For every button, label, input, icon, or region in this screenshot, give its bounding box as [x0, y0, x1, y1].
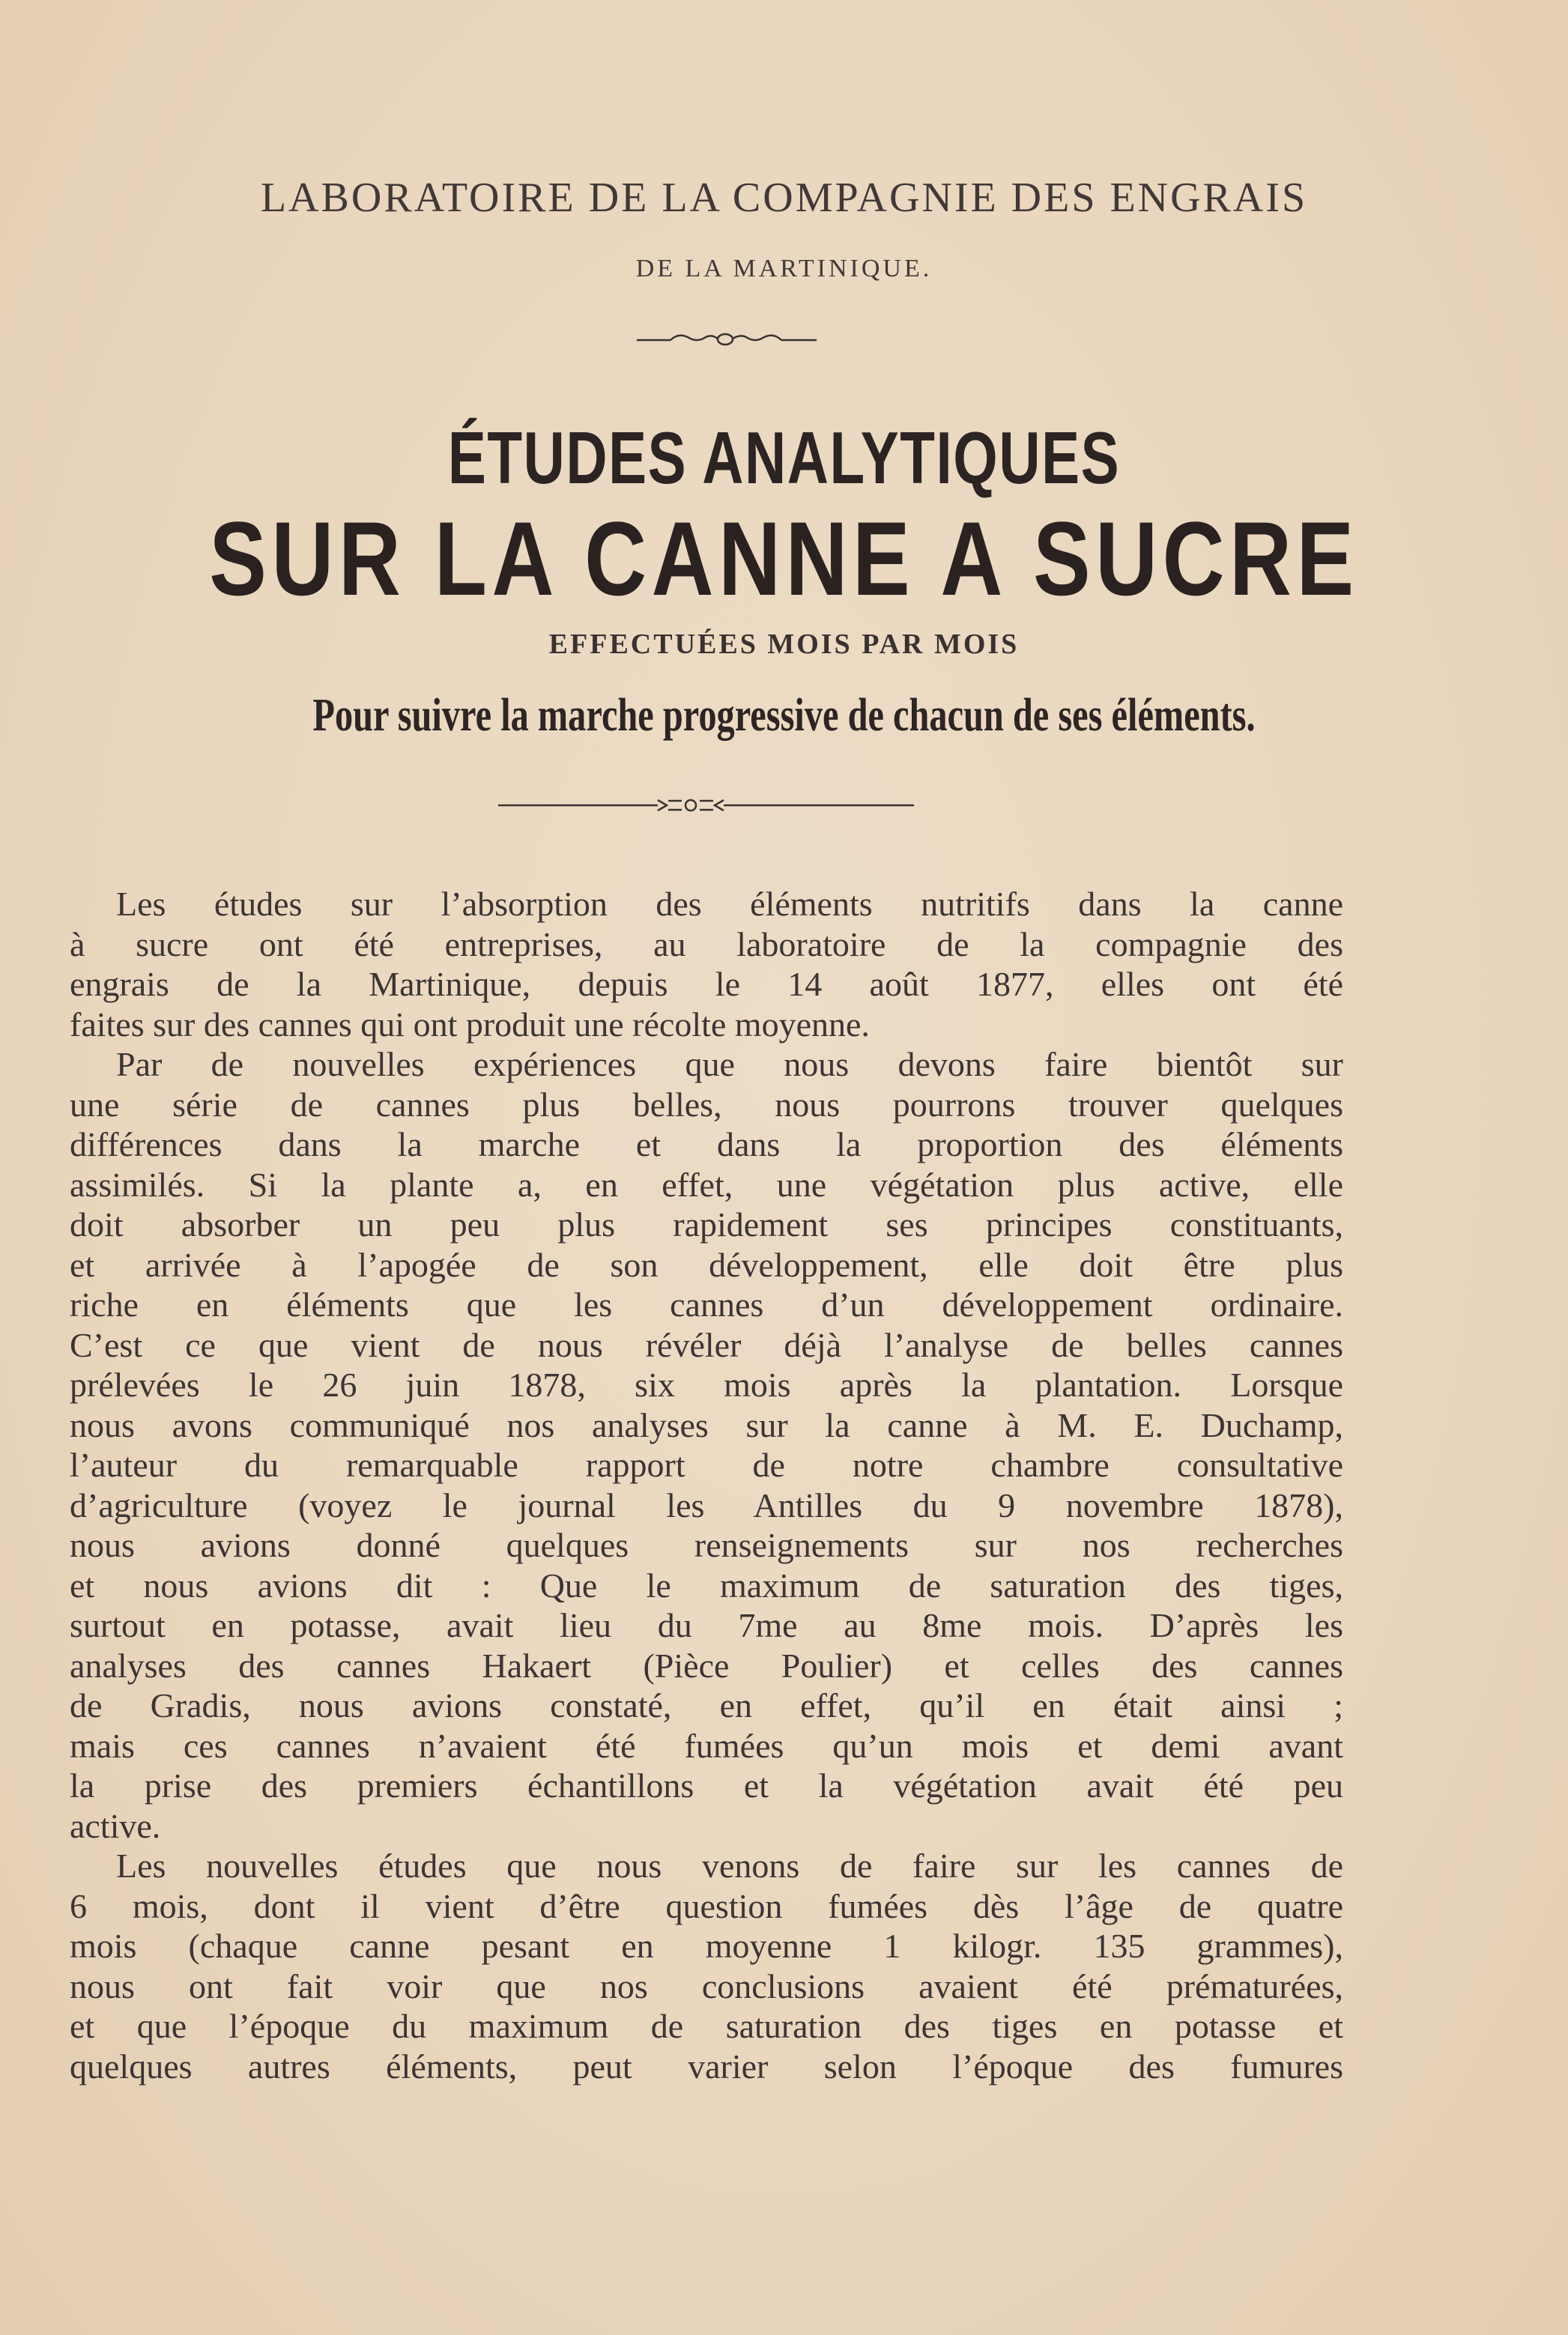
paragraph-2-line: C’est ce que vient de nous révéler déjà l’analyse de belles cannes	[70, 1325, 1343, 1364]
paragraph-2-line: doit absorber un peu plus rapidement ses principes constituants,	[70, 1205, 1343, 1244]
paragraph-2-line: la prise des premiers échantillons et la végétation avait été peu	[70, 1766, 1343, 1805]
paragraph-2-line: de Gradis, nous avions constaté, en effet, qu’il en était ainsi ;	[70, 1686, 1343, 1724]
paragraph-2-line: Par de nouvelles expériences que nous devons faire bientôt sur	[116, 1045, 1343, 1083]
paragraph-2-line: riche en éléments que les cannes d’un développement ordinaire.	[70, 1285, 1343, 1324]
paragraph-3-line: nous ont fait voir que nos conclusions avaient été prématurées,	[70, 1966, 1343, 2005]
paragraph-2-line: surtout en potasse, avait lieu du 7me au 8me mois. D’après les	[70, 1606, 1343, 1644]
tagline: Pour suivre la marche progressive de chacun de ses éléments.	[312, 690, 1256, 741]
paragraph-2-line: prélevées le 26 juin 1878, six mois après la plantation. Lorsque	[70, 1366, 1343, 1404]
title-line-2: SUR LA CANNE A SUCRE	[209, 500, 1359, 617]
paragraph-2-line: et nous avions dit : Que le maximum de saturation des tiges,	[70, 1566, 1343, 1605]
paragraph-2-line: et arrivée à l’apogée de son développement, elle doit être plus	[70, 1245, 1343, 1284]
ornament-divider-top	[0, 328, 1568, 351]
paragraph-2-line: nous avons communiqué nos analyses sur la canne à M. E. Duchamp,	[70, 1405, 1343, 1444]
paragraph-2-line: mais ces cannes n’avaient été fumées qu’un mois et demi avant	[70, 1726, 1343, 1765]
body-text	[70, 884, 1343, 2086]
title-line-1: ÉTUDES ANALYTIQUES	[447, 417, 1121, 499]
paragraph-1-line: à sucre ont été entreprises, au laboratoire de la compagnie des	[70, 924, 1343, 963]
laboratory-heading: LABORATOIRE DE LA COMPAGNIE DES ENGRAIS	[260, 175, 1308, 221]
paragraph-3-line: 6 mois, dont il vient d’être question fumées dès l’âge de quatre	[70, 1886, 1343, 1925]
paragraph-3-line: mois (chaque canne pesant en moyenne 1 kilogr. 135 grammes),	[70, 1927, 1343, 1965]
ornament-divider-bottom	[0, 794, 1568, 817]
subtitle: EFFECTUÉES MOIS PAR MOIS	[548, 629, 1020, 660]
paragraph-2-line: active.	[70, 1806, 161, 1845]
paragraph-1-line: faites sur des cannes qui ont produit une récolte moyenne.	[70, 1005, 870, 1044]
paragraph-3-line: Les nouvelles études que nous venons de faire sur les cannes de	[116, 1847, 1343, 1885]
paragraph-3-line: quelques autres éléments, peut varier selon l’époque des fumures	[70, 2047, 1343, 2086]
paragraph-1-line: Les études sur l’absorption des éléments nutritifs dans la canne	[116, 885, 1343, 923]
paragraph-2-line: différences dans la marche et dans la proportion des éléments	[70, 1125, 1343, 1163]
paragraph-2-line: nous avions donné quelques renseignements sur nos recherches	[70, 1526, 1343, 1564]
paragraph-2-line: d’agriculture (voyez le journal les Antilles du 9 novembre 1878),	[70, 1486, 1343, 1524]
paragraph-2-line: assimilés. Si la plante a, en effet, une végétation plus active, elle	[70, 1165, 1343, 1204]
paragraph-1-line: engrais de la Martinique, depuis le 14 août 1877, elles ont été	[70, 965, 1343, 1003]
laboratory-subheading: DE LA MARTINIQUE.	[635, 255, 933, 282]
paragraph-2-line: une série de cannes plus belles, nous pourrons trouver quelques	[70, 1085, 1343, 1124]
paragraph-2-line: analyses des cannes Hakaert (Pièce Poulier) et celles des cannes	[70, 1646, 1343, 1685]
paragraph-3-line: et que l’époque du maximum de saturation des tiges en potasse et	[70, 2007, 1343, 2045]
paragraph-2-line: l’auteur du remarquable rapport de notre chambre consultative	[70, 1446, 1343, 1484]
